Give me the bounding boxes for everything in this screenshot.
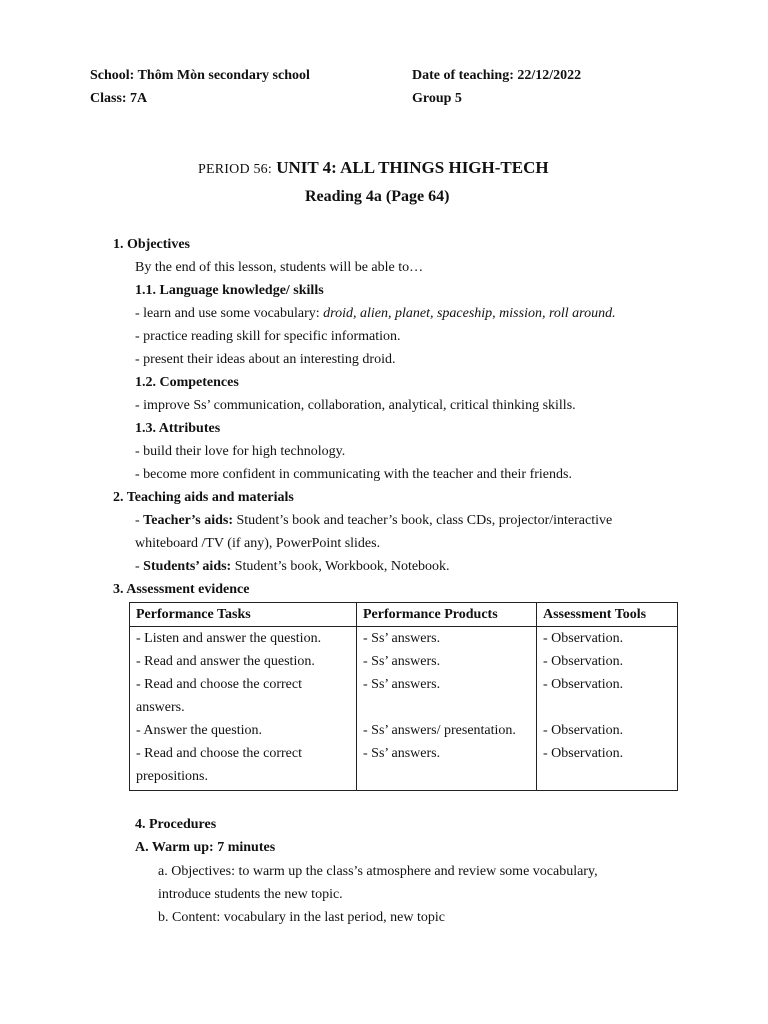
teacher-aids-line-2: whiteboard /TV (if any), PowerPoint slides.: [135, 536, 381, 551]
task-item: - Read and choose the correct: [136, 746, 302, 761]
objectives-intro: By the end of this lesson, students will be able to…: [135, 260, 424, 275]
teacher-aids-line: - Teacher’s aids: Student’s book and teacher’s book, class CDs, projector/interactive: [135, 513, 613, 528]
task-item: answers.: [136, 700, 185, 715]
product-item: - Ss’ answers.: [363, 746, 441, 761]
competences-heading: 1.2. Competences: [135, 375, 239, 390]
assessment-table: [129, 602, 678, 791]
table-row: [130, 627, 678, 791]
product-item: - Ss’ answers.: [363, 631, 441, 646]
product-item: - Ss’ answers.: [363, 654, 441, 669]
vocabulary-line: [135, 302, 616, 325]
column-header: Assessment Tools: [537, 603, 678, 627]
attributes-heading: 1.3. Attributes: [135, 421, 221, 436]
page-title: [198, 156, 549, 181]
task-item: - Read and answer the question.: [136, 654, 315, 669]
task-item: prepositions.: [136, 769, 208, 784]
spacer: [363, 696, 530, 719]
present-ideas-line: - present their ideas about an interesting droid.: [135, 352, 396, 367]
column-header: Performance Tasks: [130, 603, 357, 627]
reading-skill-line: - practice reading skill for specific information.: [135, 329, 401, 344]
students-aids-text: Student’s book, Workbook, Notebook.: [231, 559, 450, 574]
table-header-row: [130, 603, 678, 627]
tool-item: - Observation.: [543, 677, 624, 692]
task-item: - Read and choose the correct: [136, 677, 302, 692]
task-item: - Listen and answer the question.: [136, 631, 322, 646]
unit-title: UNIT 4: ALL THINGS HIGH-TECH: [276, 158, 549, 177]
vocabulary-words: droid, alien, planet, spaceship, mission, roll around.: [323, 306, 616, 321]
product-item: - Ss’ answers/ presentation.: [363, 723, 516, 738]
tool-item: - Observation.: [543, 631, 624, 646]
assessment-heading: 3. Assessment evidence: [113, 582, 250, 597]
tasks-cell: [130, 627, 357, 791]
procedures-heading: 4. Procedures: [135, 817, 217, 832]
tool-item: - Observation.: [543, 746, 624, 761]
students-aids-label: Students’ aids:: [143, 559, 232, 574]
competences-item: - improve Ss’ communication, collaboration, analytical, critical thinking skills.: [135, 398, 576, 413]
products-cell: [357, 627, 537, 791]
reading-title: Reading 4a (Page 64): [305, 188, 450, 205]
attributes-item-2: - become more confident in communicating with the teacher and their friends.: [135, 467, 572, 482]
class-label: Class: 7A: [90, 91, 148, 106]
tool-item: - Observation.: [543, 654, 624, 669]
warmup-objectives-line-2: introduce students the new topic.: [158, 887, 343, 902]
objectives-heading: 1. Objectives: [113, 237, 190, 252]
students-aids-line: - Students’ aids: Student’s book, Workbook, Notebook.: [135, 559, 450, 574]
teacher-aids-label: Teacher’s aids:: [143, 513, 233, 528]
vocabulary-prefix: - learn and use some vocabulary:: [135, 306, 324, 321]
tool-item: - Observation.: [543, 723, 624, 738]
date-of-teaching: Date of teaching: 22/12/2022: [412, 68, 582, 83]
teacher-aids-text: Student’s book and teacher’s book, class CDs, projector/interactive: [233, 513, 613, 528]
teaching-aids-heading: 2. Teaching aids and materials: [113, 490, 294, 505]
column-header: Performance Products: [357, 603, 537, 627]
warmup-heading: A. Warm up: 7 minutes: [135, 840, 276, 855]
product-item: - Ss’ answers.: [363, 677, 441, 692]
warmup-content-line: b. Content: vocabulary in the last period, new topic: [158, 910, 445, 925]
tools-cell: [537, 627, 678, 791]
spacer: [543, 696, 671, 719]
task-item: - Answer the question.: [136, 723, 262, 738]
period-label: PERIOD 56:: [198, 162, 272, 177]
attributes-item-1: - build their love for high technology.: [135, 444, 346, 459]
school-label: School: Thôm Mòn secondary school: [90, 68, 310, 83]
warmup-objectives-line-1: a. Objectives: to warm up the class’s atmosphere and review some vocabulary,: [158, 864, 598, 879]
group-label: Group 5: [412, 91, 462, 106]
language-knowledge-heading: 1.1. Language knowledge/ skills: [135, 283, 324, 298]
